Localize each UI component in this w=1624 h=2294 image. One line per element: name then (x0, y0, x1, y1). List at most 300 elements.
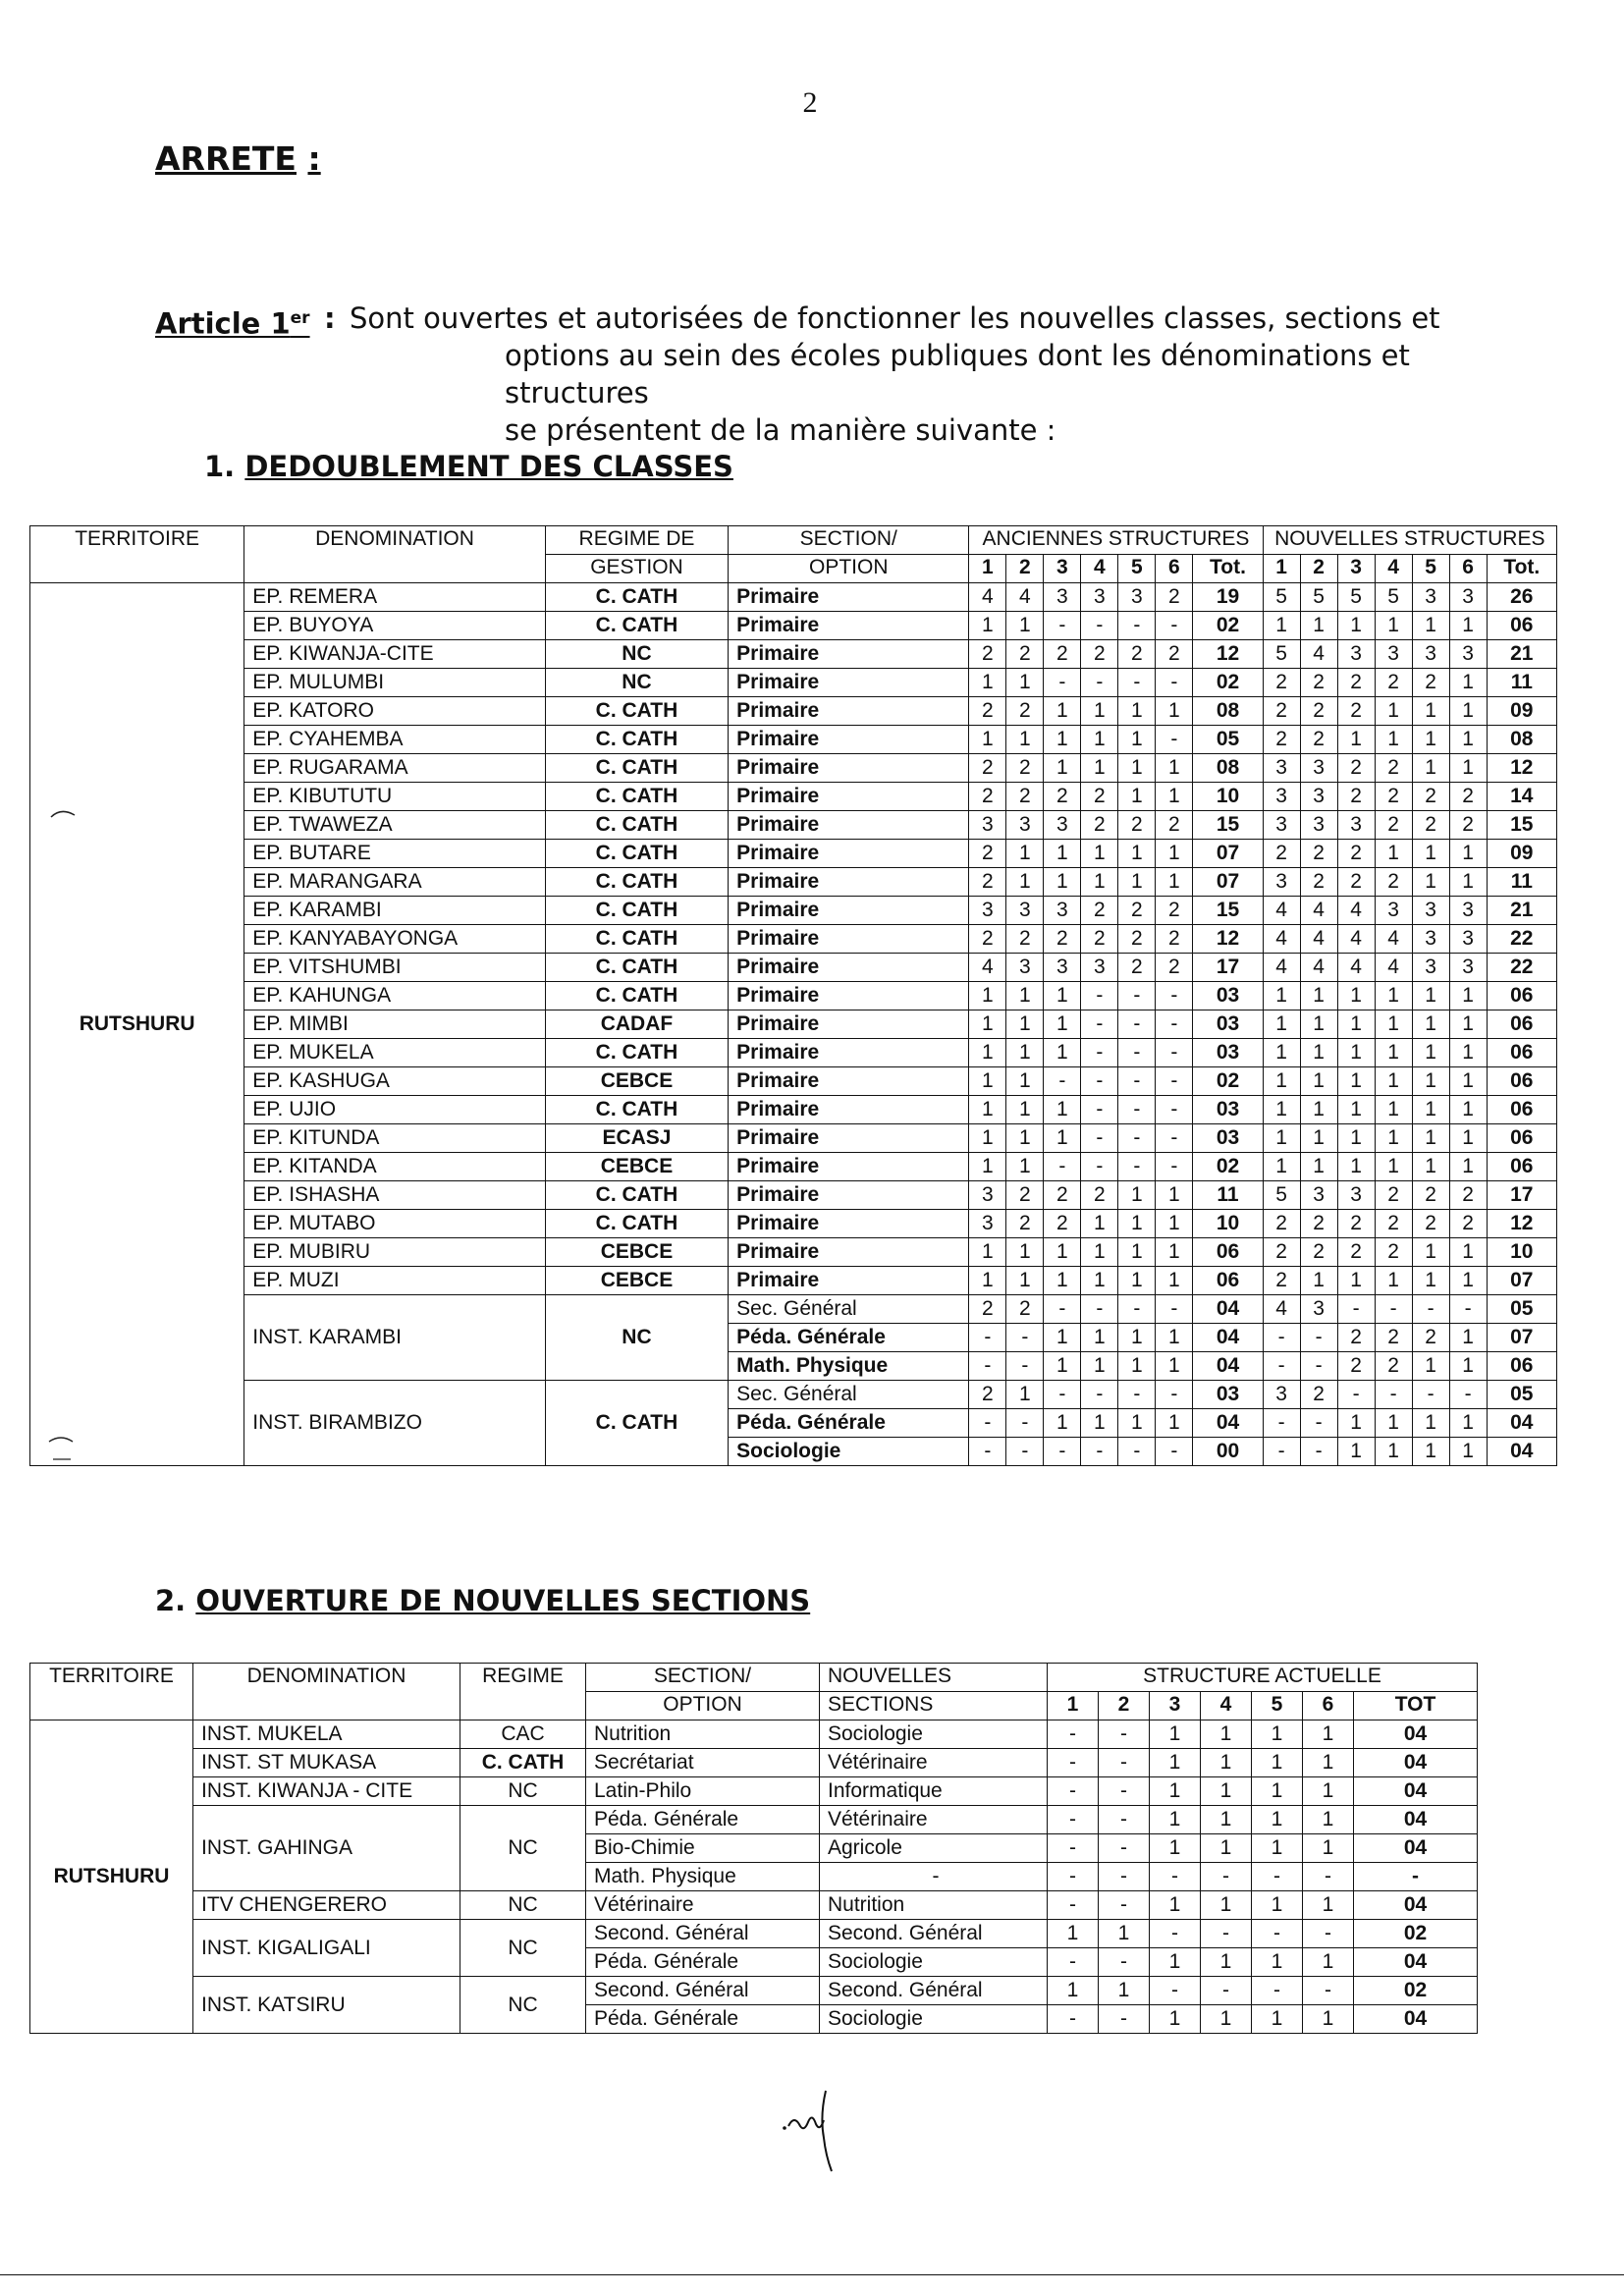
ancienne-value: 4 (969, 954, 1006, 982)
nouvelle-value: 3 (1263, 1381, 1300, 1409)
ancienne-value: 1 (1081, 840, 1118, 868)
nouvelle-value: 1 (1449, 1324, 1487, 1352)
nouvelle-value: - (1337, 1295, 1375, 1324)
structure-value: - (1099, 1891, 1150, 1920)
nouvelle-value: 1 (1449, 1153, 1487, 1181)
denomination-cell: INST. KIWANJA - CITE (193, 1777, 460, 1806)
nouvelle-value: 2 (1263, 1267, 1300, 1295)
header-structure-col: TOT (1354, 1692, 1478, 1720)
structure-value: - (1048, 1777, 1099, 1806)
ancienne-value: 3 (1044, 897, 1081, 925)
nouvelle-value: 1 (1375, 726, 1412, 754)
nouvelle-value: 4 (1337, 954, 1375, 982)
table-row (30, 1067, 1557, 1096)
structure-value: 1 (1252, 1891, 1303, 1920)
territoire-cell: RUTSHURU (30, 583, 244, 1466)
section-cell: Sociologie (729, 1438, 969, 1466)
ancienne-value: - (1118, 669, 1156, 697)
header-ancienne-col: 3 (1044, 555, 1081, 583)
table-row (30, 925, 1557, 954)
nouvelle-value: 3 (1412, 640, 1449, 669)
ancienne-value: 1 (969, 1267, 1006, 1295)
nouvelle-value: 3 (1263, 868, 1300, 897)
table-row (30, 726, 1557, 754)
ancienne-value: - (1156, 1381, 1193, 1409)
structure-value: - (1303, 1920, 1354, 1948)
denomination-cell: EP. BUTARE (244, 840, 546, 868)
structure-value: - (1252, 1920, 1303, 1948)
structure-value: 1 (1303, 1948, 1354, 1977)
ancienne-value: 1 (1006, 1153, 1044, 1181)
nouvelle-value: 1 (1412, 1409, 1449, 1438)
ancienne-value: 1 (1044, 1352, 1081, 1381)
nouvelle-value: 1 (1263, 1124, 1300, 1153)
structure-value: 1 (1150, 1834, 1201, 1863)
regime-cell: C. CATH (545, 840, 728, 868)
nouvelle-value: 1 (1300, 1267, 1337, 1295)
header-structure-col: 4 (1201, 1692, 1252, 1720)
section-cell: Primaire (729, 1238, 969, 1267)
ancienne-value: 1 (969, 982, 1006, 1010)
nouvelles-sections-table (29, 1663, 1478, 2034)
nouvelle-section-cell: Sociologie (820, 1948, 1048, 1977)
ancienne-value: 1 (1006, 1124, 1044, 1153)
ancienne-value: 2 (1081, 925, 1118, 954)
nouvelle-value: 2 (1412, 669, 1449, 697)
nouvelle-value: 1 (1337, 1153, 1375, 1181)
nouvelle-value: 2 (1375, 1210, 1412, 1238)
nouvelle-value: 1 (1412, 1153, 1449, 1181)
option-cell: Bio-Chimie (586, 1834, 820, 1863)
ancienne-value: 02 (1193, 612, 1263, 640)
ancienne-value: 1 (969, 612, 1006, 640)
ancienne-value: 2 (969, 1295, 1006, 1324)
section-1-heading (204, 450, 733, 483)
ancienne-value: 1 (1156, 1238, 1193, 1267)
nouvelle-value: 1 (1375, 1267, 1412, 1295)
nouvelle-value: 3 (1300, 754, 1337, 783)
denomination-cell: EP. MUZI (244, 1267, 546, 1295)
section-cell: Primaire (729, 583, 969, 612)
denomination-cell: EP. KITUNDA (244, 1124, 546, 1153)
structure-value: - (1099, 1777, 1150, 1806)
header-regime: REGIME DE (545, 526, 728, 555)
header-structure-col: 3 (1150, 1692, 1201, 1720)
ancienne-value: 1 (1044, 840, 1081, 868)
ancienne-value: 1 (1118, 1267, 1156, 1295)
regime-cell: C. CATH (545, 754, 728, 783)
nouvelle-value: 3 (1337, 640, 1375, 669)
structure-value: 1 (1252, 1749, 1303, 1777)
regime-cell: NC (460, 1977, 586, 2034)
nouvelle-value: 04 (1487, 1409, 1556, 1438)
nouvelle-value: 22 (1487, 954, 1556, 982)
ancienne-value: - (1118, 1096, 1156, 1124)
nouvelle-value: 2 (1375, 783, 1412, 811)
nouvelle-value: 1 (1449, 868, 1487, 897)
nouvelle-value: 3 (1412, 897, 1449, 925)
structure-value: - (1048, 1891, 1099, 1920)
ancienne-value: - (1006, 1438, 1044, 1466)
header-ancienne-col: 1 (969, 555, 1006, 583)
nouvelle-value: 2 (1263, 726, 1300, 754)
structure-value: - (1150, 1977, 1201, 2005)
ancienne-value: 1 (1044, 1324, 1081, 1352)
ancienne-value: 05 (1193, 726, 1263, 754)
ancienne-value: 1 (1044, 697, 1081, 726)
nouvelle-value: 1 (1449, 1238, 1487, 1267)
structure-value: - (1150, 1920, 1201, 1948)
ancienne-value: 4 (1006, 583, 1044, 612)
nouvelle-value: - (1412, 1295, 1449, 1324)
ancienne-value: 2 (1006, 1210, 1044, 1238)
ancienne-value: 3 (1118, 583, 1156, 612)
table-row (30, 1920, 1478, 1948)
header-regime-2: GESTION (545, 555, 728, 583)
nouvelle-value: 3 (1375, 640, 1412, 669)
nouvelle-value: 3 (1449, 583, 1487, 612)
ancienne-value: 3 (969, 811, 1006, 840)
ancienne-value: 1 (1118, 697, 1156, 726)
nouvelle-value: 1 (1300, 1039, 1337, 1067)
ancienne-value: - (969, 1409, 1006, 1438)
ancienne-value: 1 (1081, 726, 1118, 754)
ancienne-value: 2 (1118, 811, 1156, 840)
header-structure-col: 6 (1303, 1692, 1354, 1720)
nouvelle-value: 2 (1375, 669, 1412, 697)
denomination-cell: EP. MULUMBI (244, 669, 546, 697)
structure-value: - (1048, 1863, 1099, 1891)
section-cell: Primaire (729, 1153, 969, 1181)
ancienne-value: - (1118, 1153, 1156, 1181)
ancienne-value: 3 (969, 897, 1006, 925)
nouvelle-value: 06 (1487, 1067, 1556, 1096)
nouvelle-value: 06 (1487, 1352, 1556, 1381)
nouvelle-value: - (1300, 1438, 1337, 1466)
ancienne-value: 1 (1118, 840, 1156, 868)
option-cell: Math. Physique (586, 1863, 820, 1891)
regime-cell: C. CATH (545, 783, 728, 811)
ancienne-value: 1 (1118, 868, 1156, 897)
ancienne-value: 3 (1006, 811, 1044, 840)
nouvelle-value: 4 (1375, 925, 1412, 954)
ancienne-value: 2 (1081, 897, 1118, 925)
structure-value: 1 (1201, 1749, 1252, 1777)
section-cell: Primaire (729, 1039, 969, 1067)
structure-value: 04 (1354, 1720, 1478, 1749)
nouvelle-value: 1 (1263, 1039, 1300, 1067)
nouvelle-value: 1 (1337, 1267, 1375, 1295)
table-row (30, 1806, 1478, 1834)
regime-cell: C. CATH (545, 697, 728, 726)
ancienne-value: 1 (969, 1153, 1006, 1181)
nouvelle-value: 1 (1449, 1039, 1487, 1067)
regime-cell: C. CATH (545, 897, 728, 925)
nouvelle-value: 1 (1449, 1010, 1487, 1039)
section-cell: Péda. Générale (729, 1324, 969, 1352)
article-colon: : (324, 301, 336, 335)
header-nouvelles: NOUVELLES (820, 1664, 1048, 1692)
nouvelle-value: 1 (1300, 1153, 1337, 1181)
ancienne-value: - (1156, 982, 1193, 1010)
section-cell: Primaire (729, 1210, 969, 1238)
ancienne-value: 1 (1006, 840, 1044, 868)
nouvelle-value: 3 (1449, 925, 1487, 954)
ancienne-value: 1 (969, 1124, 1006, 1153)
header-nouvelles-2: SECTIONS (820, 1692, 1048, 1720)
nouvelle-value: 11 (1487, 669, 1556, 697)
ancienne-value: 3 (969, 1210, 1006, 1238)
option-cell: Second. Général (586, 1977, 820, 2005)
nouvelle-value: 4 (1263, 925, 1300, 954)
nouvelle-value: 1 (1337, 982, 1375, 1010)
ancienne-value: - (1081, 1438, 1118, 1466)
header-ancienne-col: Tot. (1193, 555, 1263, 583)
nouvelle-value: 06 (1487, 982, 1556, 1010)
ancienne-value: 15 (1193, 811, 1263, 840)
ancienne-value: 1 (1044, 1010, 1081, 1039)
header-nouvelle-col: 1 (1263, 555, 1300, 583)
ancienne-value: - (1081, 612, 1118, 640)
ancienne-value: 1 (1118, 783, 1156, 811)
nouvelle-value: 14 (1487, 783, 1556, 811)
table-row (30, 612, 1557, 640)
ancienne-value: 1 (1156, 754, 1193, 783)
nouvelle-section-cell: Vétérinaire (820, 1749, 1048, 1777)
ancienne-value: - (1118, 982, 1156, 1010)
structure-value: - (1201, 1920, 1252, 1948)
table-row (30, 982, 1557, 1010)
structure-value: - (1048, 1749, 1099, 1777)
option-cell: Péda. Générale (586, 1948, 820, 1977)
nouvelle-value: 2 (1375, 811, 1412, 840)
header-nouvelle-col: 6 (1449, 555, 1487, 583)
ancienne-value: 1 (1044, 1039, 1081, 1067)
nouvelle-value: 26 (1487, 583, 1556, 612)
ancienne-value: - (1044, 1295, 1081, 1324)
regime-cell: C. CATH (545, 1181, 728, 1210)
regime-cell: C. CATH (545, 726, 728, 754)
ancienne-value: 2 (1006, 925, 1044, 954)
nouvelle-value: 05 (1487, 1381, 1556, 1409)
ancienne-value: - (1156, 1295, 1193, 1324)
ancienne-value: 1 (1081, 1267, 1118, 1295)
ancienne-value: 1 (1118, 1324, 1156, 1352)
regime-cell: C. CATH (545, 1210, 728, 1238)
nouvelle-value: 1 (1412, 840, 1449, 868)
ancienne-value: 2 (1118, 897, 1156, 925)
nouvelle-value: 1 (1300, 1067, 1337, 1096)
nouvelle-value: - (1300, 1352, 1337, 1381)
ancienne-value: 2 (1081, 783, 1118, 811)
nouvelle-value: 2 (1337, 1238, 1375, 1267)
structure-value: 04 (1354, 1834, 1478, 1863)
nouvelle-value: 1 (1300, 1010, 1337, 1039)
nouvelle-value: 07 (1487, 1324, 1556, 1352)
regime-cell: NC (460, 1777, 586, 1806)
ancienne-value: 03 (1193, 982, 1263, 1010)
nouvelle-value: 3 (1412, 925, 1449, 954)
header-structure: STRUCTURE ACTUELLE (1048, 1664, 1478, 1692)
ancienne-value: 1 (1006, 726, 1044, 754)
ancienne-value: 2 (1156, 954, 1193, 982)
nouvelle-value: 3 (1300, 783, 1337, 811)
dedoublement-table (29, 525, 1557, 1466)
ancienne-value: 06 (1193, 1238, 1263, 1267)
nouvelle-value: 1 (1449, 840, 1487, 868)
ancienne-value: 04 (1193, 1295, 1263, 1324)
table-row (30, 1295, 1557, 1324)
nouvelle-value: 2 (1337, 1352, 1375, 1381)
nouvelle-value: 15 (1487, 811, 1556, 840)
ancienne-value: - (1156, 612, 1193, 640)
ancienne-value: - (1081, 669, 1118, 697)
nouvelle-value: 2 (1337, 783, 1375, 811)
denomination-cell: EP. KITANDA (244, 1153, 546, 1181)
nouvelle-value: 2 (1375, 1352, 1412, 1381)
table-row (30, 897, 1557, 925)
nouvelle-value: 1 (1375, 1124, 1412, 1153)
ancienne-value: 2 (969, 868, 1006, 897)
nouvelle-value: 05 (1487, 1295, 1556, 1324)
nouvelle-value: 12 (1487, 754, 1556, 783)
section-cell: Primaire (729, 954, 969, 982)
structure-value: 1 (1303, 1777, 1354, 1806)
ancienne-value: 07 (1193, 868, 1263, 897)
nouvelle-value: 1 (1337, 1438, 1375, 1466)
section-cell: Sec. Général (729, 1381, 969, 1409)
structure-value: - (1354, 1863, 1478, 1891)
ancienne-value: 1 (1081, 1210, 1118, 1238)
nouvelle-value: 1 (1412, 1438, 1449, 1466)
structure-value: 1 (1099, 1977, 1150, 2005)
ancienne-value: 1 (1044, 754, 1081, 783)
regime-cell: C. CATH (545, 868, 728, 897)
ancienne-value: - (1118, 1381, 1156, 1409)
ancienne-value: 02 (1193, 669, 1263, 697)
table-row (30, 1124, 1557, 1153)
nouvelle-value: - (1263, 1352, 1300, 1381)
ancienne-value: - (1156, 726, 1193, 754)
ancienne-value: 2 (969, 783, 1006, 811)
nouvelle-value: 1 (1412, 697, 1449, 726)
regime-cell: C. CATH (545, 954, 728, 982)
ancienne-value: 03 (1193, 1039, 1263, 1067)
table-row (30, 1777, 1478, 1806)
header-territoire: TERRITOIRE (30, 1664, 193, 1720)
section-cell: Sec. Général (729, 1295, 969, 1324)
ancienne-value: 1 (1006, 982, 1044, 1010)
nouvelle-value: 1 (1263, 612, 1300, 640)
table-row (30, 868, 1557, 897)
nouvelle-value: 1 (1375, 612, 1412, 640)
nouvelle-value: 2 (1375, 754, 1412, 783)
ancienne-value: 1 (1118, 1181, 1156, 1210)
nouvelle-value: 2 (1263, 840, 1300, 868)
denomination-cell: EP. MUKELA (244, 1039, 546, 1067)
ancienne-value: 1 (1156, 1352, 1193, 1381)
nouvelle-value: 2 (1300, 1238, 1337, 1267)
nouvelle-value: 1 (1337, 612, 1375, 640)
nouvelle-value: 5 (1263, 1181, 1300, 1210)
header-ancienne-col: 6 (1156, 555, 1193, 583)
regime-cell: NC (460, 1920, 586, 1977)
ancienne-value: - (1006, 1324, 1044, 1352)
nouvelle-value: 1 (1449, 754, 1487, 783)
structure-value: 04 (1354, 2005, 1478, 2034)
regime-cell: ECASJ (545, 1124, 728, 1153)
ancienne-value: 2 (1006, 1181, 1044, 1210)
structure-value: 04 (1354, 1948, 1478, 1977)
nouvelle-value: 06 (1487, 1096, 1556, 1124)
header-ancienne-col: 5 (1118, 555, 1156, 583)
option-cell: Secrétariat (586, 1749, 820, 1777)
nouvelle-value: - (1449, 1381, 1487, 1409)
nouvelle-value: 4 (1263, 897, 1300, 925)
nouvelle-value: 2 (1263, 1238, 1300, 1267)
ancienne-value: 2 (969, 925, 1006, 954)
nouvelle-value: 07 (1487, 1267, 1556, 1295)
nouvelle-value: 06 (1487, 612, 1556, 640)
nouvelle-value: 2 (1375, 1324, 1412, 1352)
nouvelle-value: 1 (1263, 1010, 1300, 1039)
structure-value: 04 (1354, 1806, 1478, 1834)
nouvelle-value: 1 (1263, 1153, 1300, 1181)
denomination-cell: EP. CYAHEMBA (244, 726, 546, 754)
denomination-cell: EP. MARANGARA (244, 868, 546, 897)
nouvelle-value: 1 (1449, 1409, 1487, 1438)
nouvelle-value: 2 (1412, 811, 1449, 840)
header-section: SECTION/ (729, 526, 969, 555)
nouvelle-value: 1 (1449, 612, 1487, 640)
ancienne-value: 00 (1193, 1438, 1263, 1466)
nouvelle-value: 1 (1337, 1039, 1375, 1067)
option-cell: Vétérinaire (586, 1891, 820, 1920)
nouvelle-value: 04 (1487, 1438, 1556, 1466)
nouvelle-value: - (1375, 1381, 1412, 1409)
ancienne-value: 2 (1156, 640, 1193, 669)
nouvelle-value: 1 (1300, 612, 1337, 640)
ancienne-value: 2 (969, 697, 1006, 726)
structure-value: 1 (1303, 1749, 1354, 1777)
nouvelle-value: 5 (1263, 640, 1300, 669)
header-nouvelle-col: 3 (1337, 555, 1375, 583)
nouvelle-value: 1 (1412, 612, 1449, 640)
ancienne-value: 1 (1044, 1096, 1081, 1124)
nouvelle-value: 1 (1375, 1096, 1412, 1124)
nouvelle-value: 3 (1300, 1295, 1337, 1324)
nouvelle-value: 1 (1375, 1039, 1412, 1067)
ancienne-value: 1 (1118, 1352, 1156, 1381)
nouvelle-value: 06 (1487, 1124, 1556, 1153)
nouvelle-section-cell: Vétérinaire (820, 1806, 1048, 1834)
header-nouvelles: NOUVELLES STRUCTURES (1263, 526, 1556, 555)
table-row (30, 811, 1557, 840)
ancienne-value: - (1118, 1067, 1156, 1096)
denomination-cell: INST. BIRAMBIZO (244, 1381, 546, 1466)
nouvelle-value: 1 (1337, 726, 1375, 754)
nouvelle-value: 2 (1375, 868, 1412, 897)
structure-value: 1 (1048, 1977, 1099, 2005)
nouvelle-value: 1 (1300, 982, 1337, 1010)
section-cell: Primaire (729, 982, 969, 1010)
table-row (30, 1238, 1557, 1267)
ancienne-value: - (1081, 1381, 1118, 1409)
ancienne-value: - (1081, 982, 1118, 1010)
regime-cell: CEBCE (545, 1267, 728, 1295)
nouvelle-value: 2 (1337, 868, 1375, 897)
table-row (30, 1381, 1557, 1409)
